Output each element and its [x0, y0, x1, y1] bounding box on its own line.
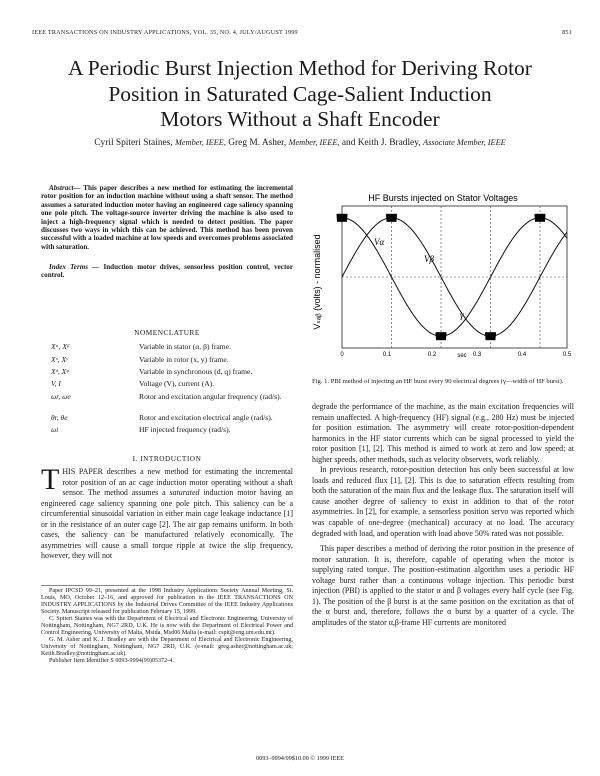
- nomenclature-symbol: V, I: [51, 379, 61, 388]
- figure-1-chart: [312, 190, 574, 370]
- caption-label: Fig. 1.: [312, 378, 330, 385]
- author-1: Cyril Spiteri Staines,: [94, 138, 173, 148]
- nomenclature-definition: Variable in rotor (x, y) frame.: [139, 355, 229, 364]
- nomenclature-definition: Variable in synchronous (d, q) frame.: [139, 367, 253, 376]
- hf-burst: [436, 332, 446, 340]
- author-1-role: Member, IEEE,: [175, 138, 226, 147]
- drop-cap: T: [41, 463, 60, 496]
- nomenclature-definition: Rotor and excitation electrical angle (rad/s).: [139, 413, 273, 422]
- abstract-label: Abstract—: [49, 184, 81, 192]
- nomenclature-symbol: Xᵈ, Xᵠ: [51, 367, 69, 376]
- title-line-1: A Periodic Burst Injection Method for Deriving Rotor: [68, 56, 532, 80]
- abstract-text: This paper describes a new method for estimating the incremental rotor position for an induction machine without using a shaft sensor. The method assumes a saturated induction motor having an engineered cage saliency spanning one pole pitch. The voltage-source inverter driving the machine is also used to inject a high-frequency signal which is needed to detect position. The paper discusses two ways in which this can be achieved. This method has been proven successful with a loaded machine at low speeds and overcomes problems associated with saturation.: [41, 184, 293, 251]
- caption-text: PBI method of injecting an HF burst every 90 electrical degrees (γ—width of HF burst).: [330, 378, 564, 385]
- nomenclature-definition: Voltage (V), current (A).: [139, 379, 215, 388]
- x-tick-label: 0.5: [562, 352, 572, 358]
- right-p3: This paper describes a method of deriving the rotor position in the presence of motor saturation. It is, therefore, capable of operating when the motor is supplying rated torque. The position-estimation algorithm uses a periodic HF voltage burst rather than a continuous voltage injection. This periodic burst injection (PBI) is applied to the stator α and β voltages every half cycle (see Fig. 1). The position of the β burst is at the same position on the excitation as that of the α burst and, therefore, follows the α burst by a quarter of a cycle. The amplitudes of the stator α,β-frame HF currents are monitored: [312, 544, 574, 627]
- running-header: [32, 29, 572, 36]
- footnote-1: Paper IPCSD 99–21, presented at the 1998 Industry Applications Society Annual Meeting, St. Louis, MO, October 12–16, and approved for publication in the IEEE TRANSACTIONS ON INDUSTRY APPLICATIONS by the Industrial Drives Committee of the IEEE Industry Applications Society. Manuscript released for publication February 15, 1999.: [41, 588, 293, 616]
- nomenclature-symbol: Xᵅ, Xᵝ: [51, 342, 70, 351]
- right-column-text: [312, 402, 574, 628]
- footnotes: [41, 588, 293, 666]
- x-tick-label: 0.3: [472, 352, 482, 358]
- author-2: Greg M. Asher,: [228, 138, 287, 148]
- x-tick-label: 0.1: [382, 352, 392, 358]
- chart-title: HF Bursts injected on Stator Voltages: [368, 193, 518, 203]
- nomenclature-symbol: Xˣ, Xʸ: [51, 355, 68, 364]
- copyright-line: 0093–9994/99$10.00 © 1999 IEEE: [256, 755, 344, 762]
- author-2-role: Member, IEEE,: [288, 138, 340, 147]
- nomenclature-definition: Rotor and excitation angular frequency (rad/s).: [139, 392, 282, 401]
- journal-name: IEEE TRANSACTIONS ON INDUSTRY APPLICATIONS, VOL. 35, NO. 4, JULY/AUGUST 1999: [32, 29, 298, 36]
- gamma-label: γ: [460, 310, 464, 320]
- nomenclature-symbol: ωr, ωe: [51, 392, 71, 401]
- hf-burst: [486, 332, 496, 340]
- index-terms-text: Induction motor drives, sensorless position control, vector control.: [41, 263, 294, 280]
- abstract: [41, 184, 293, 251]
- v-alpha-label: Vα: [374, 237, 385, 247]
- hf-burst: [337, 214, 347, 222]
- index-terms: [41, 263, 293, 280]
- footnote-rule: [41, 585, 293, 586]
- right-p1: degrade the performance of the machine, as the main excitation frequencies will remain unaffected. A high-frequency (HF) signal (e.g., 280 Hz) must be injected for position estimation. The asymmetry will create rotor-position-dependent harmonics in the HF stator currents which can be signal processed to yield the rotor position [1], [2]. This method is aimed to work at zero and low speed; at higher speeds, other methods, such as velocity observers, work reliably.: [312, 402, 574, 464]
- nomenclature-definition: Variable in stator (α, β) frame.: [139, 342, 231, 351]
- v-beta-label: Vβ: [424, 254, 434, 264]
- nomenclature-symbol: θr, θe: [51, 413, 68, 422]
- page-number: 851: [562, 29, 572, 36]
- intro-p1-italic: saturated: [169, 488, 200, 498]
- x-tick-label: 0.4: [517, 352, 527, 358]
- introduction-text: [41, 463, 293, 562]
- x-tick-label: 0: [340, 352, 344, 358]
- author-list: [20, 138, 580, 148]
- intro-p1-tail: induction motor having an engineered cage saliency spanning one pole pitch. This saliency can be a circumferential sinusoidal variation in either main cage leakage inductance [1] or in the resistance of an outer cage [2]. The air gap remains uniform. In both cases, the saliency can be manufactured relatively economically. The asymmetries will cause a small torque ripple at twice the slip frequency, however, they will not: [41, 488, 293, 561]
- chart-ylabel: Vₛₐᵦ (volts) - normalised: [312, 234, 322, 330]
- footnote-2: C. Spiteri Staines was with the Department of Electrical and Electronic Engineering, University of Nottingham, Nottingham, NG7 2RD, U.K. He is now with the Department of Electrical Power and Control Engineering, University of Malta, Msida, Msd06 Malta (e-mail: cspit@eng.um.edu.mt).: [41, 616, 293, 637]
- introduction-heading: I. INTRODUCTION: [132, 454, 202, 463]
- paper-title: [20, 56, 580, 133]
- intro-p1-lead: HIS PAPER describes a new method for estimating the incremental rotor position of an ac cage induction motor operating without a shaft sensor. The method assumes a: [62, 467, 293, 498]
- index-terms-label: Index Terms —: [49, 263, 100, 271]
- hf-burst: [387, 214, 397, 222]
- nomenclature-heading: NOMENCLATURE: [134, 328, 200, 337]
- chart-xlabel: sec: [457, 353, 467, 359]
- title-line-2: Position in Saturated Cage-Salient Induction: [108, 81, 492, 106]
- title-line-3: Motors Without a Shaft Encoder: [160, 107, 440, 131]
- nomenclature-definition: HF injected frequency (rad/s).: [139, 425, 231, 434]
- author-3: and Keith J. Bradley,: [341, 138, 421, 148]
- footnote-4: Publisher Item Identifier S 0093-9994(99)05372-4.: [49, 658, 174, 665]
- nomenclature-symbol: ωi: [51, 425, 59, 434]
- figure-1: [312, 190, 574, 370]
- author-3-role: Associate Member, IEEE: [423, 138, 506, 147]
- x-tick-label: 0.2: [427, 352, 437, 358]
- hf-burst: [535, 214, 545, 222]
- right-p2: In previous research, rotor-position detection has only been successful at low loads and reduced flux [1], [2]. This is due to saturation effects resulting from both the saturation of the main flux and the leakage flux. The saturation itself will cause another degree of saliency to exist in addition to that of the rotor asymmetries. In [2], for example, a sensorless position servo was reported which was capable of one-degree (mechanical) accuracy at no load. The accuracy degraded with load, and operation with load above 50% rated was not possible.: [312, 465, 574, 538]
- figure-1-caption: [312, 378, 574, 386]
- footnote-3: G. M. Asher and K. J. Bradley are with the Department of Electrical and Electronic Engineering, University of Nottingham, Nottingham, NG7 2RD, U.K. (e-mail: greg.asher@nottingham.ac.uk; Keith.Bradley@nottingham.ac.uk).: [41, 637, 293, 658]
